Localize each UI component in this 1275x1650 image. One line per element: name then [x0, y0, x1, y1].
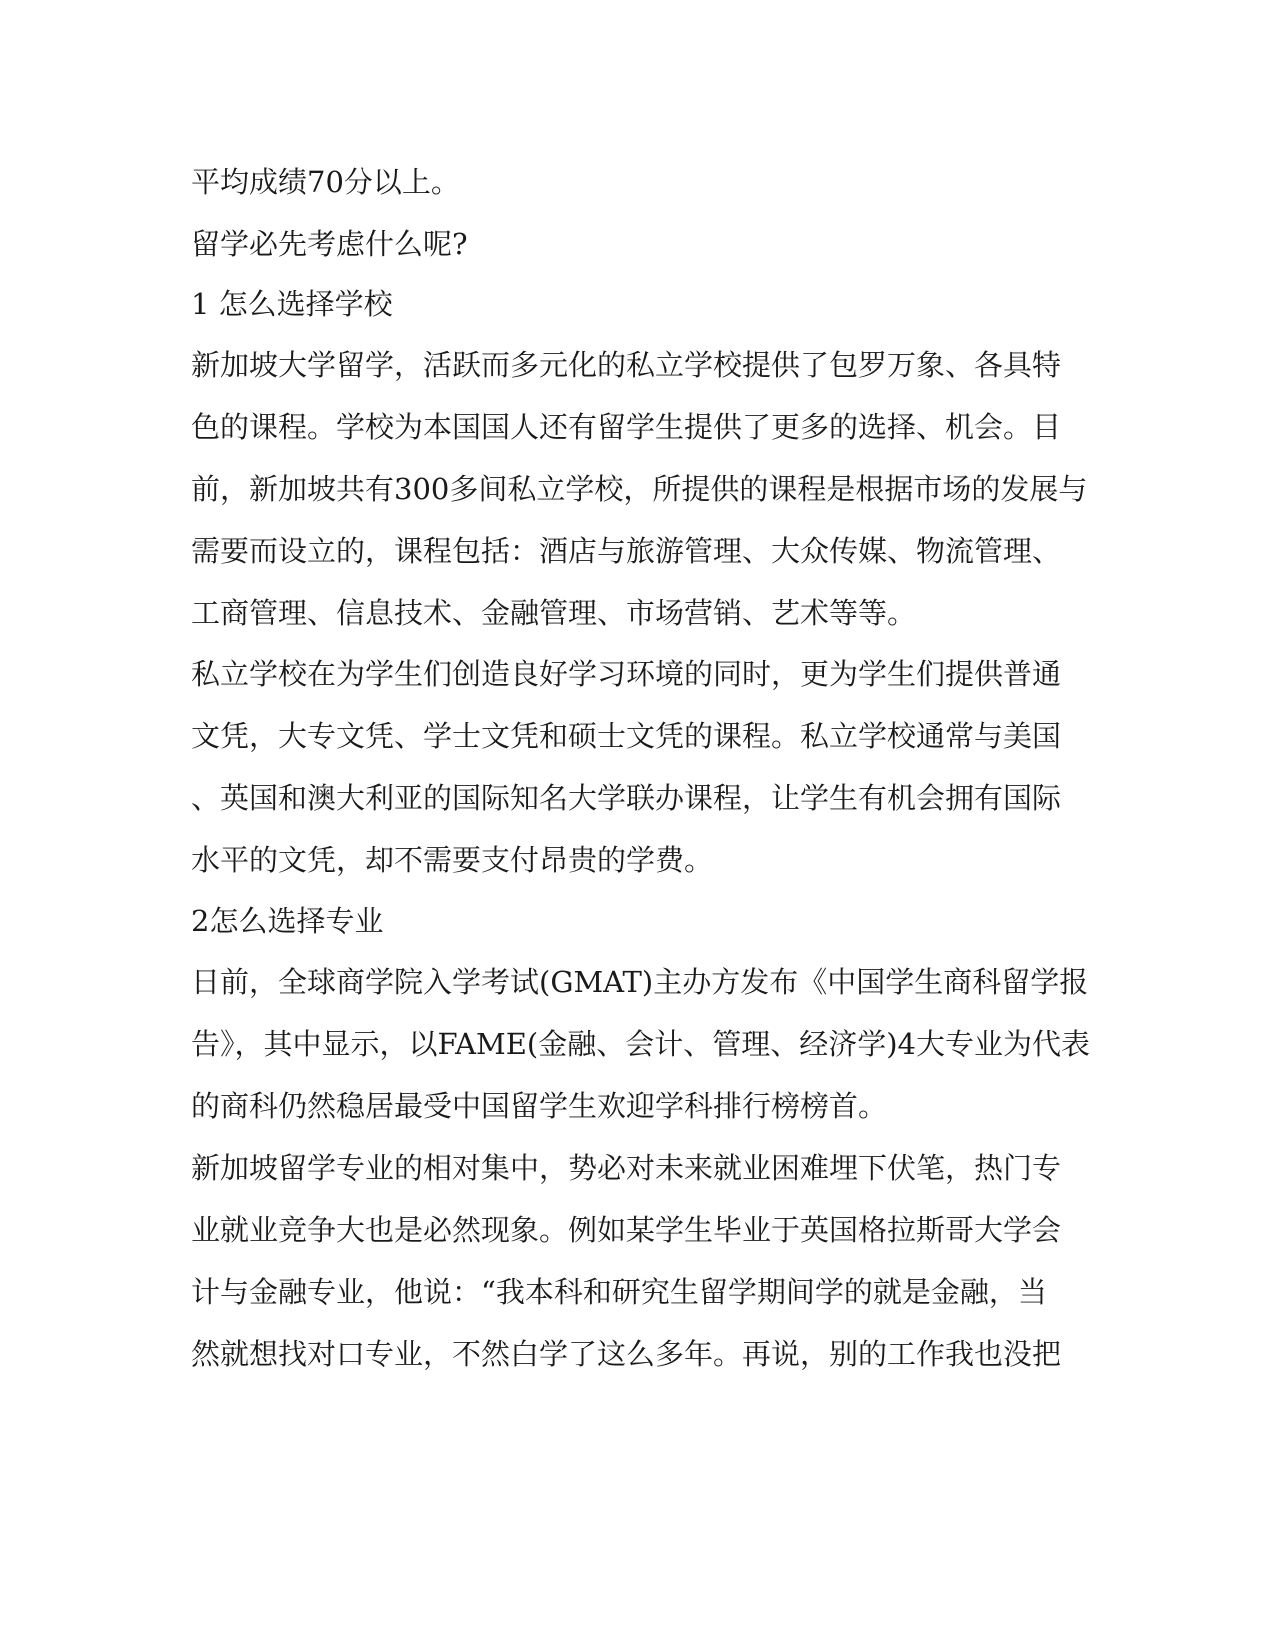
text-line: 、英国和澳大利亚的国际知名大学联办课程，让学生有机会拥有国际 — [191, 781, 1062, 815]
text-line: 平均成绩70分以上。 — [191, 165, 460, 199]
text-line: 日前，全球商学院入学考试(GMAT)主办方发布《中国学生商科留学报 — [191, 965, 1089, 999]
text-line: 业就业竞争大也是必然现象。例如某学生毕业于英国格拉斯哥大学会 — [191, 1213, 1062, 1247]
text-line: 文凭，大专文凭、学士文凭和硕士文凭的课程。私立学校通常与美国 — [191, 719, 1062, 753]
text-line: 新加坡留学专业的相对集中，势必对未来就业困难埋下伏笔，热门专 — [191, 1151, 1062, 1185]
text-line: 需要而设立的，课程包括：酒店与旅游管理、大众传媒、物流管理、 — [191, 534, 1062, 568]
text-line: 色的课程。学校为本国国人还有留学生提供了更多的选择、机会。目 — [191, 410, 1062, 444]
text-line: 新加坡大学留学，活跃而多元化的私立学校提供了包罗万象、各具特 — [191, 348, 1062, 382]
text-line: 私立学校在为学生们创造良好学习环境的同时，更为学生们提供普通 — [191, 657, 1062, 691]
text-line: 前，新加坡共有300多间私立学校，所提供的课程是根据市场的发展与 — [191, 472, 1088, 506]
text-line: 留学必先考虑什么呢? — [191, 227, 468, 261]
text-line: 水平的文凭，却不需要支付昂贵的学费。 — [191, 843, 714, 877]
section-heading: 1 怎么选择学校 — [191, 287, 393, 321]
text-line: 然就想找对口专业，不然白学了这么多年。再说，别的工作我也没把 — [191, 1337, 1062, 1371]
text-line: 的商科仍然稳居最受中国留学生欢迎学科排行榜榜首。 — [191, 1089, 888, 1123]
text-line: 工商管理、信息技术、金融管理、市场营销、艺术等等。 — [191, 596, 917, 630]
text-line: 告》，其中显示，以FAME(金融、会计、管理、经济学)4大专业为代表 — [191, 1027, 1090, 1061]
text-line: 计与金融专业，他说：“我本科和研究生留学期间学的就是金融，当 — [191, 1275, 1047, 1309]
section-heading: 2怎么选择专业 — [191, 904, 384, 938]
